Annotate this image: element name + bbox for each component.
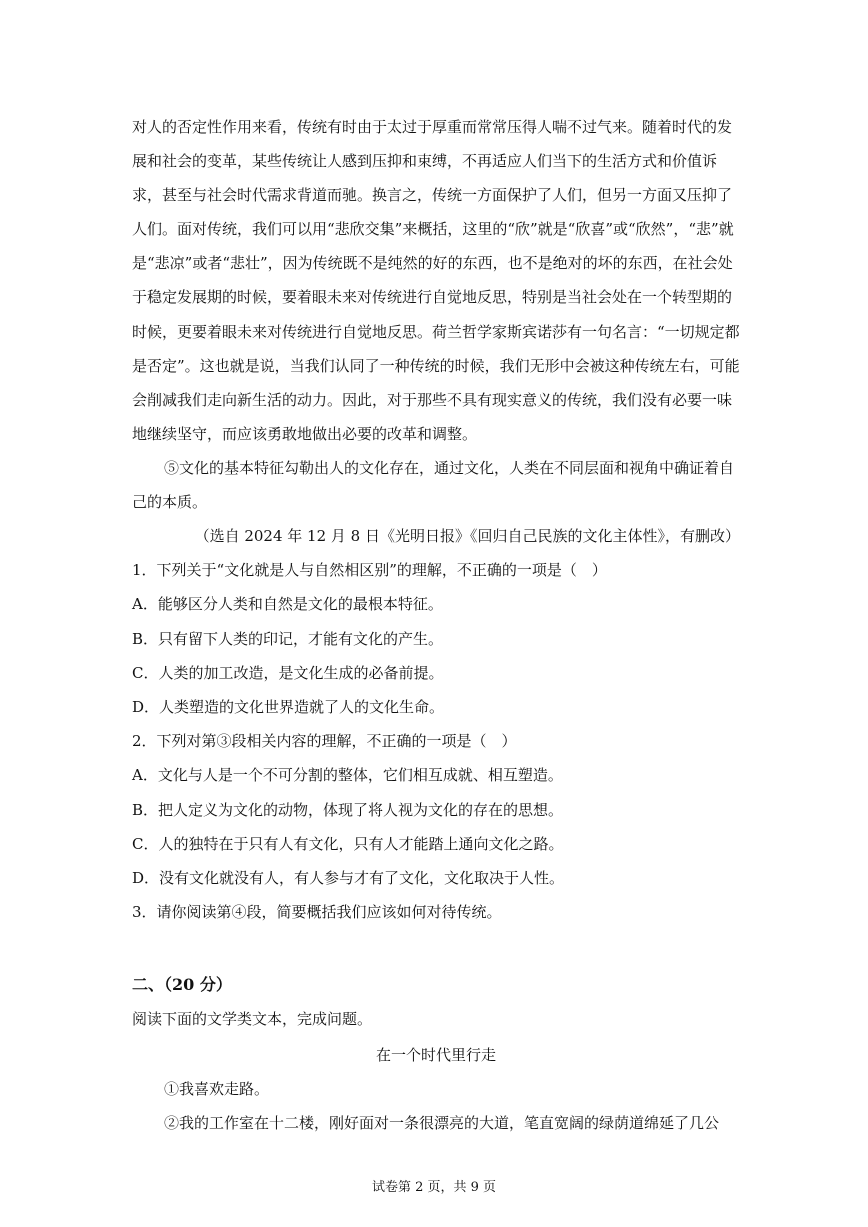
question-1 <box>132 553 740 724</box>
question-2 <box>132 724 740 895</box>
option-b: B．把人定义为文化的动物，体现了将人视为文化的存在的思想。 <box>132 800 564 819</box>
question-stem: 3．请你阅读第④段，简要概括我们应该如何对待传统。 <box>132 903 502 922</box>
option-b: B．只有留下人类的印记，才能有文化的产生。 <box>132 629 444 648</box>
option-a: A．文化与人是一个不可分割的整体，它们相互成就、相互塑造。 <box>132 766 563 785</box>
passage-source: （选自 2024 年 12 月 8 日《光明日报》《回归自己民族的文化主体性》，有删改） <box>194 527 740 546</box>
page-footer: 试卷第 2 页，共 9 页 <box>371 1180 497 1195</box>
question-stem: 2．下列对第③段相关内容的理解，不正确的一项是（ ） <box>132 732 517 751</box>
option-c: C．人类的加工改造，是文化生成的必备前提。 <box>132 663 444 682</box>
passage-paragraph-4: 对人的否定性作用来看，传统有时由于太过于厚重而常常压得人喘不过气来。随着时代的发展和社会的变革，某些传统让人感到压抑和束缚，不再适应人们当下的生活方式和价值诉求，甚至与社会时代需求背道而驰。换言之，传统一方面保护了人们，但另一方面又压抑了人们。面对传统，我们可以用“悲欣交集”来概括，这里的“欣”就是“欣喜”或“欣然”，“悲”就是“悲凉”或者“悲壮”，因为传统既不是纯然的好的东西，也不是绝对的坏的东西，在社会处于稳定发展期的时候，要着眼未来对传统进行自觉地反思，特别是当社会处在一个转型期的时候，更要着眼未来对传统进行自觉地反思。荷兰哲学家斯宾诺莎有一句名言：“一切规定都是否定”。这也就是说，当我们认同了一种传统的时候，我们无形中会被这种传统左右，可能会削减我们走向新生活的动力。因此，对于那些不具有现实意义的传统，我们没有必要一味地继续坚守，而应该勇敢地做出必要的改革和调整。 <box>132 118 740 443</box>
story-paragraph-2: ②我的工作室在十二楼，刚好面对一条很漂亮的大道，笔直宽阔的绿荫道绵延了几公 <box>164 1114 720 1133</box>
question-3 <box>132 895 740 929</box>
option-d: D．人类塑造的文化世界造就了人的文化生命。 <box>132 697 445 716</box>
passage-paragraph-5: ⑤文化的基本特征勾勒出人的文化存在，通过文化，人类在不同层面和视角中确证着自己的本质。 <box>132 458 735 512</box>
option-c: C．人的独特在于只有人有文化，只有人才能踏上通向文化之路。 <box>132 834 564 853</box>
story-paragraph-1: ①我喜欢走路。 <box>164 1080 270 1099</box>
page-content <box>132 110 740 1140</box>
question-stem: 1．下列关于“文化就是人与自然相区别”的理解，不正确的一项是（ ） <box>132 561 607 580</box>
section-2-instruction: 阅读下面的文学类文本，完成问题。 <box>132 1010 373 1029</box>
story-title: 在一个时代里行走 <box>375 1046 496 1065</box>
option-a: A．能够区分人类和自然是文化的最根本特征。 <box>132 595 443 614</box>
section-2-heading: 二、（20 分） <box>132 975 232 995</box>
option-d: D．没有文化就没有人，有人参与才有了文化，文化取决于人性。 <box>132 868 565 887</box>
